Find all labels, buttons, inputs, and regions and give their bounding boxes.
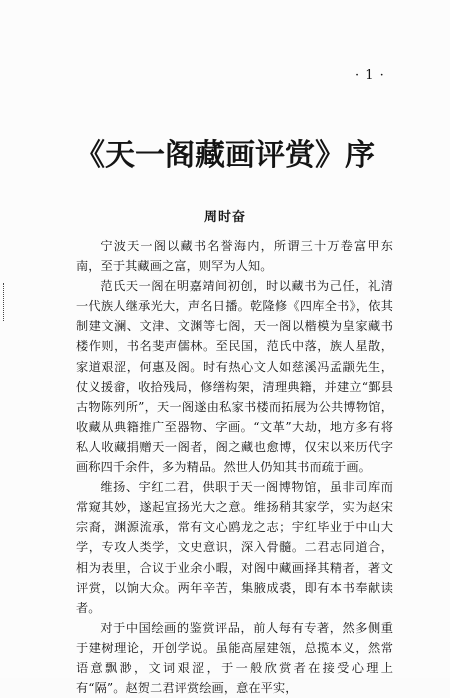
paragraph: 宁波天一阁以藏书名誉海内，所谓三十万卷富甲东南，至于其藏画之富，则罕为人知。 <box>76 239 393 274</box>
paragraph: 维扬、宇红二君，供职于天一阁博物馆，虽非司库而常窥其妙，遂起宣扬光大之意。维扬稍其家学，实为赵宋宗裔，渊源流承，常有文心鸥龙之志；宇红毕业于中山大学，专攻人类学，文史意识，深入骨髓。二君志同道合，相为表里，合议于业余小暇，对阁中藏画择其精者，著文评赏，以饷大众。两年辛苦，集腋成裘，即有本书奉献读者。 <box>76 480 393 615</box>
paragraph: 范氏天一阁在明嘉靖间初创，时以藏书为己任，礼清一代族人继承光大，声名日播。乾隆修《四库全书》，依其制建文澜、文津、文渊等七阁，天一阁以楷模为皇家藏书楼作则，书名斐声儒林。至民国，范氏中落，族人星散，家道艰涩，何惠及阁。时有热心文人如慈溪冯孟颛先生，仗义援畲，收拾残局，修缮构架，清理典籍，并建立“鄞县古物陈列所”，天一阁遂由私家书楼而拓展为公共博物馆，收藏从典籍推广至器物、字画。“文革”大劫，地方多有将私人收藏捐赠天一阁者，阁之藏也愈博，仅宋以来历代字画称四千余件，多为精品。然世人仍知其书而疏于画。 <box>76 279 393 475</box>
body-text <box>76 236 393 698</box>
page-number: · 1 · <box>355 68 385 83</box>
scan-margin-marks <box>3 283 6 321</box>
chapter-title: 《天一阁藏画评赏》序 <box>75 138 375 173</box>
author-name: 周时奋 <box>203 210 246 225</box>
paragraph: 对于中国绘画的鉴赏评品，前人每有专著，然多侧重于建树理论，开创学说。虽能高屋建瓴，总揽本义，然常语意飘渺，文词艰涩，于一般欣赏者在接受心理上有“隔”。赵贺二君评赏绘画，意在平实， <box>76 620 393 696</box>
